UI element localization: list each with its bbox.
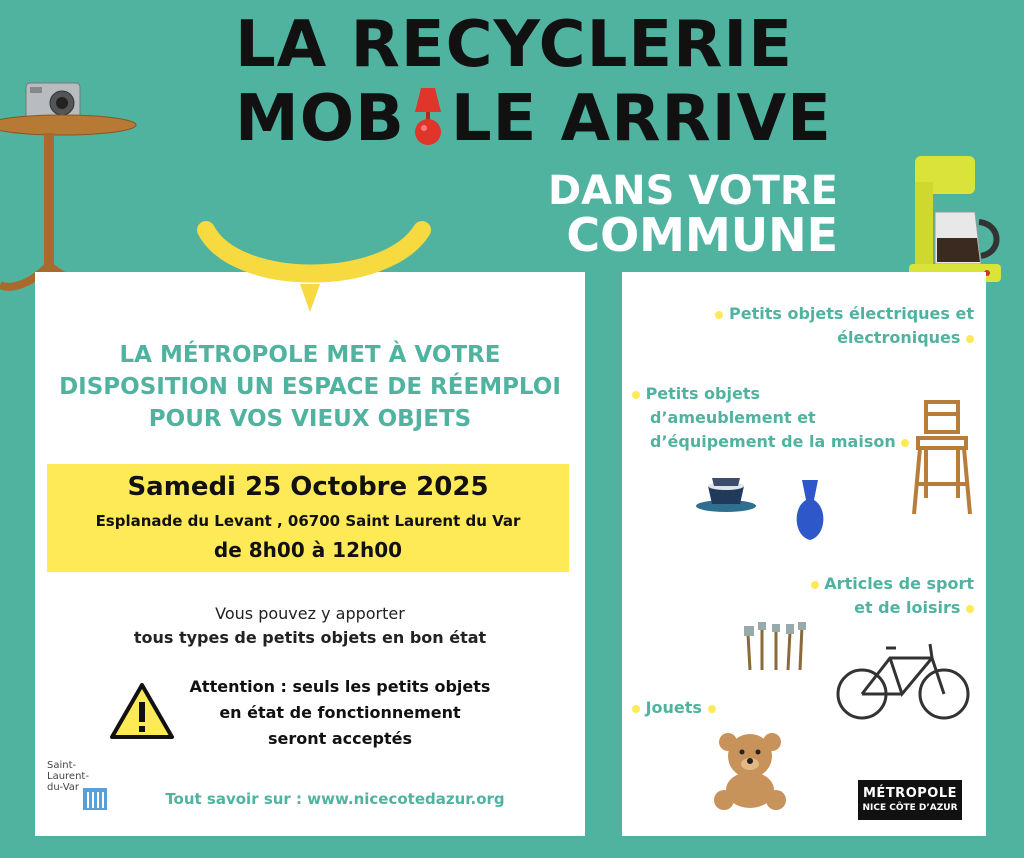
bullet-icon [715, 311, 723, 319]
warning-text [175, 674, 505, 752]
event-hours: de 8h00 à 12h00 [213, 538, 403, 562]
warning-icon [109, 682, 175, 740]
category-furniture: Petits objets d’ameublement et d’équipement de la maison [632, 382, 909, 454]
event-date: Samedi 25 Octobre 2025 [127, 472, 489, 502]
event-address: Esplanade du Levant , 06700 Saint Laurent du Var [95, 512, 521, 530]
high-chair-illustration [912, 398, 972, 518]
bullet-icon [966, 605, 974, 613]
categories-panel [622, 272, 986, 836]
heading-line-1: LA MÉTROPOLE MET À VOTRE [119, 342, 501, 368]
warning-line-3: seront acceptés [268, 729, 412, 748]
bullet-icon [811, 581, 819, 589]
bullet-icon [966, 335, 974, 343]
warning-line-2: en état de fonctionnement [219, 703, 461, 722]
title-line-2 [235, 82, 832, 156]
category-electronics: Petits objets électriques et électroniques [715, 302, 974, 350]
title-line-3: DANS VOTRE [547, 168, 838, 214]
lamp-icon [405, 86, 451, 142]
heading-line-3: POUR VOS VIEUX OBJETS [148, 406, 472, 432]
warning-line-1: Attention : seuls les petits objets [189, 677, 491, 696]
smile-decoration [196, 212, 432, 318]
heading-line-2: DISPOSITION UN ESPACE DE RÉEMPLOI [59, 374, 561, 400]
metropole-logo: MÉTROPOLE NICE CÔTE D’AZUR [858, 780, 962, 820]
info-panel [35, 272, 585, 836]
vase-illustration [790, 478, 830, 542]
coffee-maker-illustration [905, 152, 1011, 284]
dishes-illustration [694, 472, 758, 516]
title-line-1: LA RECYCLERIE [235, 8, 793, 82]
title-line-4: COMMUNE [566, 208, 838, 262]
category-toys: Jouets [632, 696, 716, 720]
bullet-icon [901, 439, 909, 447]
bullet-icon [632, 705, 640, 713]
town-logo-icon [83, 788, 107, 810]
website-link[interactable]: Tout savoir sur : www.nicecotedazur.org [165, 790, 505, 808]
category-sport: Articles de sport et de loisirs [811, 572, 974, 620]
title-le-arrive: LE ARRIVE [450, 82, 832, 156]
bullet-icon [708, 705, 716, 713]
event-box [47, 464, 569, 572]
garden-tools-illustration [742, 622, 808, 672]
bicycle-illustration [836, 638, 970, 720]
bring-text-1: Vous pouvez y apporter [215, 604, 405, 623]
bullet-icon [632, 391, 640, 399]
title-mob: MOB [235, 82, 405, 156]
town-logo: Saint- Laurent- du-Var [47, 760, 89, 793]
teddy-bear-illustration [710, 730, 790, 810]
bring-text-2: tous types de petits objets en bon état [133, 628, 487, 647]
